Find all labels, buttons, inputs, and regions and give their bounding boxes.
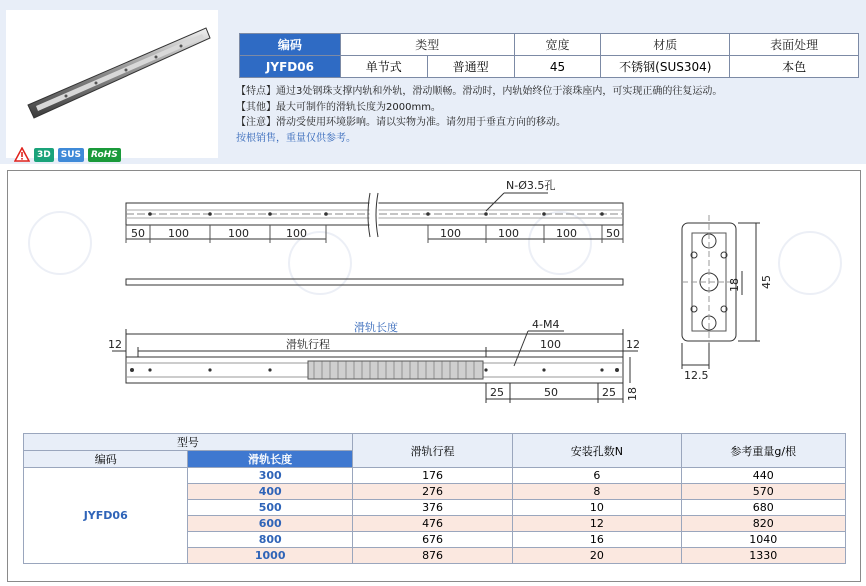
row-stroke: 376 bbox=[352, 500, 512, 516]
dim-left-3: 100 bbox=[228, 227, 249, 240]
row-length: 500 bbox=[188, 500, 352, 516]
badge-sus: SUS bbox=[58, 148, 84, 162]
row-weight: 680 bbox=[681, 500, 845, 516]
dim-100: 100 bbox=[540, 338, 561, 351]
spec-header-material: 材质 bbox=[601, 34, 730, 56]
table-row bbox=[24, 468, 846, 484]
badge-row bbox=[14, 147, 121, 163]
row-holes: 10 bbox=[513, 500, 681, 516]
row-length: 400 bbox=[188, 484, 352, 500]
spec-header-finish: 表面处理 bbox=[730, 34, 859, 56]
warning-icon bbox=[14, 147, 30, 163]
row-length: 800 bbox=[188, 532, 352, 548]
note-sales: 按根销售，重量仅供参考。 bbox=[236, 132, 356, 144]
note-features: 【特点】通过3处钢珠支撑内轨和外轨，滑动顺畅。滑动时，内轨始终位于滚珠座内，可实现正确的往复运动。 bbox=[236, 86, 723, 97]
dim-25-right: 25 bbox=[602, 386, 616, 399]
row-holes: 20 bbox=[513, 548, 681, 564]
row-stroke: 476 bbox=[352, 516, 512, 532]
row-holes: 6 bbox=[513, 468, 681, 484]
hole-label: N-Ø3.5孔 bbox=[506, 179, 556, 192]
row-holes: 16 bbox=[513, 532, 681, 548]
model-table bbox=[23, 433, 846, 564]
spec-header-width: 宽度 bbox=[514, 34, 601, 56]
row-stroke: 676 bbox=[352, 532, 512, 548]
dim-left-4: 100 bbox=[286, 227, 307, 240]
spec-material: 不锈钢(SUS304) bbox=[601, 56, 730, 78]
stroke-header: 滑轨行程 bbox=[352, 434, 512, 468]
dim-left-2: 100 bbox=[168, 227, 189, 240]
row-length: 300 bbox=[188, 468, 352, 484]
dim-left-1: 50 bbox=[131, 227, 145, 240]
row-length: 600 bbox=[188, 516, 352, 532]
spec-type-a: 单节式 bbox=[340, 56, 427, 78]
dim-right-1: 100 bbox=[440, 227, 461, 240]
row-holes: 12 bbox=[513, 516, 681, 532]
ball-retainer bbox=[308, 361, 483, 379]
dim-12-right: 12 bbox=[626, 338, 640, 351]
rail-drawing bbox=[8, 171, 860, 433]
dim-18: 18 bbox=[626, 387, 639, 401]
note-other: 【其他】最大可制作的滑轨长度为2000mm。 bbox=[236, 101, 441, 113]
dim-right-3: 100 bbox=[556, 227, 577, 240]
row-length: 1000 bbox=[188, 548, 352, 564]
length-header: 滑轨长度 bbox=[188, 451, 352, 468]
product-photo bbox=[6, 10, 218, 158]
weight-header: 参考重量g/根 bbox=[681, 434, 845, 468]
spec-header-code: 编码 bbox=[240, 34, 341, 56]
notes bbox=[236, 84, 722, 146]
row-holes: 8 bbox=[513, 484, 681, 500]
section-18: 18 bbox=[728, 278, 741, 292]
holes-header: 安装孔数N bbox=[513, 434, 681, 468]
row-weight: 1040 bbox=[681, 532, 845, 548]
dim-25-left: 25 bbox=[490, 386, 504, 399]
badge-3d: 3D bbox=[34, 148, 54, 162]
model-code: JYFD06 bbox=[24, 468, 188, 564]
spec-finish: 本色 bbox=[730, 56, 859, 78]
spec-type-b: 普通型 bbox=[427, 56, 514, 78]
dim-right-4: 50 bbox=[606, 227, 620, 240]
slide-rail-photo bbox=[6, 10, 218, 158]
row-weight: 1330 bbox=[681, 548, 845, 564]
dim-12-left: 12 bbox=[108, 338, 122, 351]
section-45: 45 bbox=[760, 275, 773, 289]
group-header: 型号 bbox=[24, 434, 353, 451]
dim-right-2: 100 bbox=[498, 227, 519, 240]
m4-label: 4-M4 bbox=[532, 318, 560, 331]
note-caution: 【注意】滑动受使用环境影响。请以实物为准。请勿用于垂直方向的移动。 bbox=[236, 117, 566, 128]
stroke-label: 滑轨行程 bbox=[286, 338, 330, 351]
dim-50: 50 bbox=[544, 386, 558, 399]
badge-rohs: RoHS bbox=[88, 148, 121, 162]
spec-width: 45 bbox=[514, 56, 601, 78]
spec-header-type: 类型 bbox=[340, 34, 514, 56]
row-stroke: 176 bbox=[352, 468, 512, 484]
row-stroke: 276 bbox=[352, 484, 512, 500]
spec-table bbox=[239, 33, 859, 78]
section-12-5: 12.5 bbox=[684, 369, 709, 382]
spec-code: JYFD06 bbox=[240, 56, 341, 78]
row-weight: 570 bbox=[681, 484, 845, 500]
code-header: 编码 bbox=[24, 451, 188, 468]
side-view-rail bbox=[126, 279, 623, 285]
rail-length-label: 滑轨长度 bbox=[354, 321, 398, 334]
product-info-panel bbox=[0, 0, 866, 164]
row-weight: 820 bbox=[681, 516, 845, 532]
row-weight: 440 bbox=[681, 468, 845, 484]
row-stroke: 876 bbox=[352, 548, 512, 564]
